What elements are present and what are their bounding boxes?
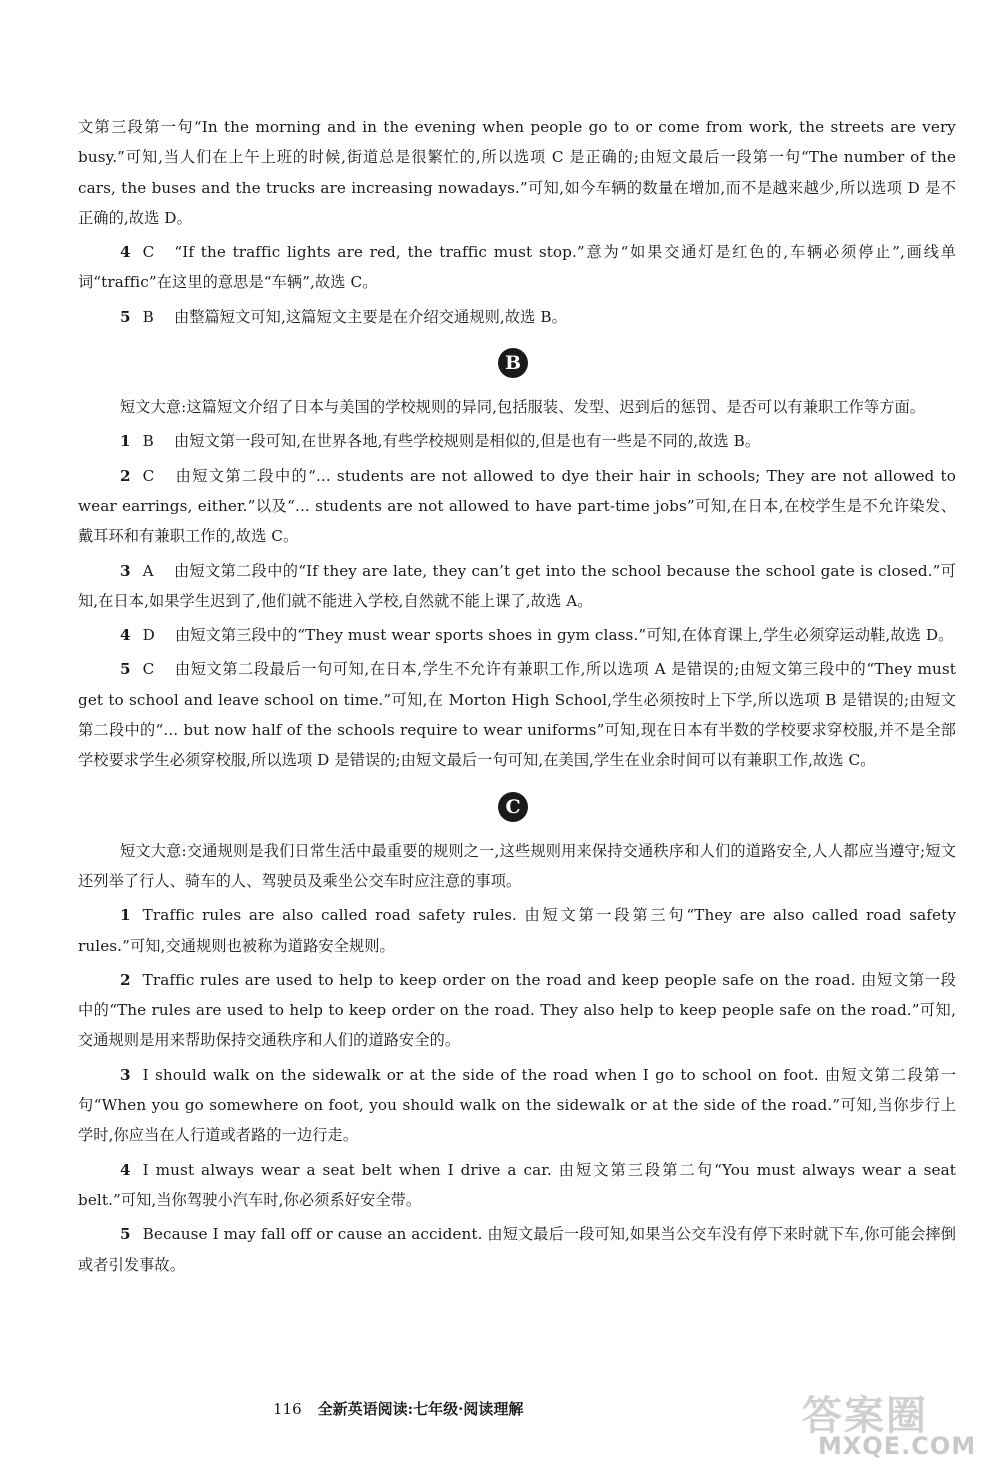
item-number: 5 — [120, 1225, 131, 1244]
section-b-summary: 短文大意:这篇短文介绍了日本与美国的学校规则的异同,包括服装、发型、迟到后的惩罚、是否可以有兼职工作等方面。 — [120, 398, 926, 417]
item-explanation: 由整篇短文可知,这篇短文主要是在介绍交通规则,故选 B。 — [173, 307, 567, 326]
item-explanation: Traffic rules are used to help to keep order on the road and keep people safe on the road. 由短文第一段中的“The rules are used to help to keep order on the road. They also help to keep people safe on the road.”可知,交通规则是用来帮助保持交通秩序和人们的道路安全的。 — [78, 970, 956, 1050]
item-answer: D — [142, 626, 155, 645]
section-b-item-2 — [78, 461, 956, 552]
section-a-item-5 — [78, 302, 956, 332]
item-answer: C — [142, 660, 155, 679]
page-number: 116 — [273, 1400, 302, 1418]
item-number: 2 — [120, 466, 131, 485]
item-number: 3 — [120, 561, 131, 580]
item-number: 3 — [120, 1065, 131, 1084]
section-b-item-5 — [78, 654, 956, 775]
section-c-item-5 — [78, 1219, 956, 1280]
item-number: 4 — [120, 243, 131, 262]
watermark-line-1: 答案圈 — [802, 1393, 928, 1439]
item-number: 1 — [120, 432, 131, 451]
section-b-header — [78, 332, 956, 392]
section-b-item-4 — [78, 620, 956, 650]
item-answer: B — [142, 307, 154, 326]
site-watermark — [800, 1382, 990, 1466]
item-explanation: Traffic rules are also called road safety rules. 由短文第一段第三句“They are also called road safety rules.”可知,交通规则也被称为道路安全规则。 — [78, 906, 956, 955]
section-c-badge: C — [498, 792, 528, 822]
section-b-badge: B — [498, 348, 528, 378]
item-number: 5 — [120, 307, 131, 326]
item-explanation: Because I may fall off or cause an accident. 由短文最后一段可知,如果当公交车没有停下来时就下车,你可能会摔倒或者引发事故。 — [78, 1225, 956, 1274]
item-explanation: 由短文第一段可知,在世界各地,有些学校规则是相似的,但是也有一些是不同的,故选 B。 — [173, 432, 761, 451]
section-b-item-3 — [78, 556, 956, 617]
item-answer: A — [142, 561, 154, 580]
page-content — [78, 112, 956, 1280]
book-title: 全新英语阅读:七年级·阅读理解 — [317, 1400, 524, 1418]
section-c-item-3 — [78, 1060, 956, 1151]
watermark-line-2: MXQE.COM — [818, 1432, 977, 1460]
section-c-item-2 — [78, 965, 956, 1056]
section-a-item-4 — [78, 237, 956, 298]
item-number: 4 — [120, 1160, 131, 1179]
item-answer: C — [142, 243, 155, 262]
item-explanation: 由短文第二段中的“If they are late, they can’t get into the school because the school gate is closed.”可知,在日本,如果学生迟到了,他们就不能进入学校,自然就不能上课了,故选 A。 — [78, 561, 956, 610]
item-explanation: “If the traffic lights are red, the traffic must stop.”意为“如果交通灯是红色的,车辆必须停止”,画线单词“traffic”在这里的意思是“车辆”,故选 C。 — [78, 243, 956, 292]
page-footer — [273, 1398, 523, 1419]
item-answer: B — [142, 432, 154, 451]
item-number: 2 — [120, 970, 131, 989]
item-number: 1 — [120, 906, 131, 925]
item-explanation: 由短文第二段最后一句可知,在日本,学生不允许有兼职工作,所以选项 A 是错误的;由短文第三段中的“They must get to school and leave school on time.”可知,在 Morton High School,学生必须按时上下学,所以选项 B 是错误的;由短文第二段中的“... but now half of the schools require to wear uniforms”可知,现在日本有半数的学校要求穿校服,并不是全部学校要求学生必须穿校服,所以选项 D 是错误的;由短文最后一句可知,在美国,学生在业余时间可以有兼职工作,故选 C。 — [78, 660, 956, 770]
item-explanation: 由短文第三段中的“They must wear sports shoes in gym class.”可知,在体育课上,学生必须穿运动鞋,故选 D。 — [174, 626, 954, 645]
section-c-item-4 — [78, 1155, 956, 1216]
item-explanation: I should walk on the sidewalk or at the side of the road when I go to school on foot. 由短文第二段第一句“When you go somewhere on foot, you should walk on the sidewalk or at the side of the road.”可知,当你步行上学时,你应当在人行道或者路的一边行走。 — [78, 1065, 956, 1145]
item-number: 5 — [120, 660, 131, 679]
section-c-item-1 — [78, 900, 956, 961]
item-answer: C — [142, 466, 155, 485]
section-a-continuation: 文第三段第一句“In the morning and in the evening when people go to or come from work, the streets are very busy.”可知,当人们在上午上班的时候,街道总是很繁忙的,所以选项 C 是正确的;由短文最后一段第一句“The number of the cars, the buses and the trucks are increasing nowadays.”可知,如今车辆的数量在增加,而不是越来越少,所以选项 D 是不正确的,故选 D。 — [78, 118, 956, 227]
section-b-item-1 — [78, 426, 956, 456]
item-explanation: 由短文第二段中的“... students are not allowed to dye their hair in schools; They are not allowed to wear earrings, either.”以及“... students are not allowed to have part-time jobs”可知,在日本,在校学生是不允许染发、戴耳环和有兼职工作的,故选 C。 — [78, 466, 956, 546]
section-c-header — [78, 776, 956, 836]
item-explanation: I must always wear a seat belt when I drive a car. 由短文第三段第二句“You must always wear a seat belt.”可知,当你驾驶小汽车时,你必须系好安全带。 — [78, 1160, 956, 1209]
item-number: 4 — [120, 626, 131, 645]
section-c-summary: 短文大意:交通规则是我们日常生活中最重要的规则之一,这些规则用来保持交通秩序和人们的道路安全,人人都应当遵守;短文还列举了行人、骑车的人、驾驶员及乘坐公交车时应注意的事项。 — [78, 841, 956, 890]
